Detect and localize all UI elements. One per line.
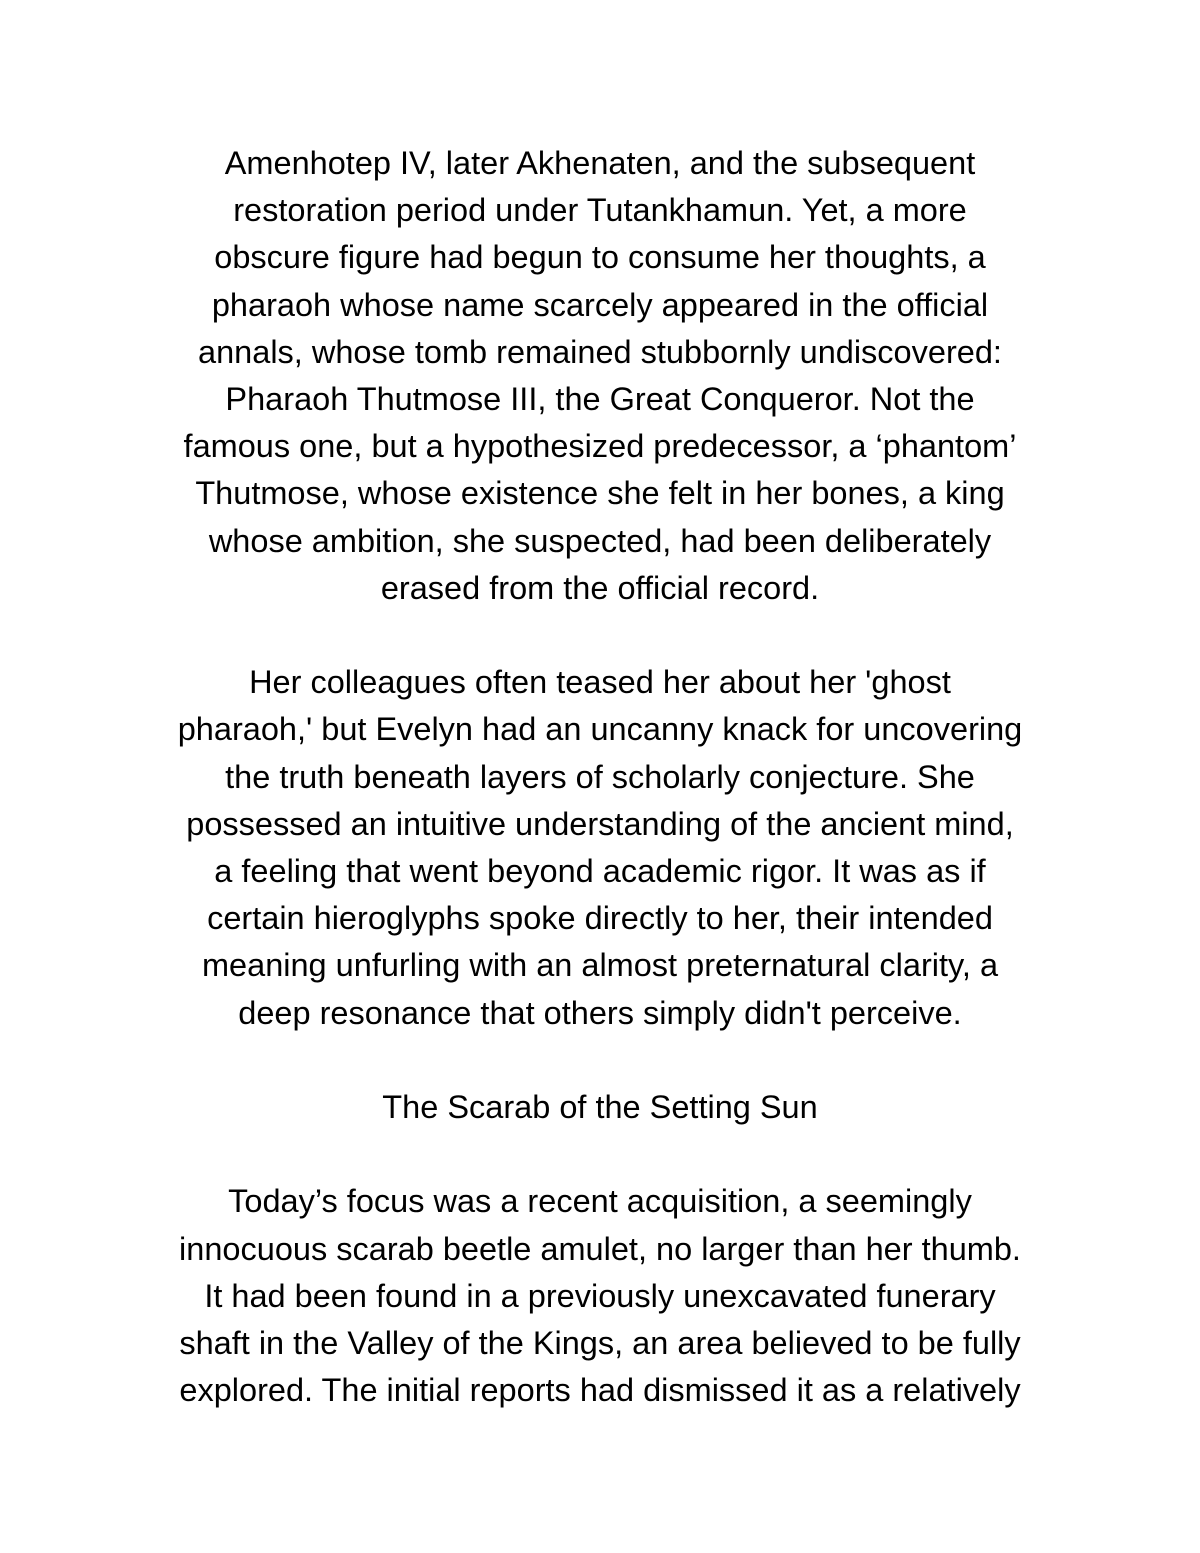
text-line: possessed an intuitive understanding of the ancient mind,: [186, 805, 1014, 842]
text-line: innocuous scarab beetle amulet, no larger than her thumb.: [179, 1230, 1021, 1267]
paragraph: [130, 140, 1070, 612]
text-line: Amenhotep IV, later Akhenaten, and the subsequent: [224, 145, 976, 181]
paragraph: [130, 1178, 1070, 1414]
text-line: the truth beneath layers of scholarly conjecture. She: [225, 758, 975, 795]
section-heading-text: The Scarab of the Setting Sun: [382, 1089, 818, 1126]
text-line: erased from the official record.: [380, 569, 820, 606]
text-line: certain hieroglyphs spoke directly to her, their intended: [207, 900, 993, 937]
text-line: Pharaoh Thutmose III, the Great Conqueror. Not the: [225, 381, 975, 418]
text-line: whose ambition, she suspected, had been deliberately: [208, 522, 992, 559]
text-line: shaft in the Valley of the Kings, an area believed to be fully: [179, 1325, 1021, 1362]
paragraph-spacer: [130, 1131, 1070, 1178]
paragraph-spacer: [130, 1037, 1070, 1084]
page-body: [130, 140, 1070, 1414]
text-line: It had been found in a previously unexcavated funerary: [204, 1277, 996, 1314]
text-line: Her colleagues often teased her about her 'ghost: [249, 664, 951, 701]
text-line: meaning unfurling with an almost preternatural clarity, a: [201, 947, 999, 984]
text-line: Today’s focus was a recent acquisition, a seemingly: [228, 1183, 972, 1220]
paragraph-spacer: [130, 612, 1070, 659]
text-line: deep resonance that others simply didn't perceive.: [238, 994, 962, 1031]
text-line: annals, whose tomb remained stubbornly undiscovered:: [198, 333, 1002, 370]
text-line: a feeling that went beyond academic rigor. It was as if: [214, 853, 986, 890]
paragraph: [130, 659, 1070, 1037]
text-line: explored. The initial reports had dismissed it as a relatively: [179, 1372, 1021, 1409]
text-line: pharaoh whose name scarcely appeared in the official: [211, 286, 989, 323]
section-heading: [130, 1084, 1070, 1131]
text-line: Thutmose, whose existence she felt in her bones, a king: [195, 475, 1005, 512]
text-line: famous one, but a hypothesized predecessor, a ‘phantom’: [183, 428, 1017, 465]
text-line: restoration period under Tutankhamun. Yet, a more: [233, 192, 967, 229]
text-line: obscure figure had begun to consume her thoughts, a: [214, 239, 986, 276]
text-line: pharaoh,' but Evelyn had an uncanny knack for uncovering: [177, 711, 1023, 748]
